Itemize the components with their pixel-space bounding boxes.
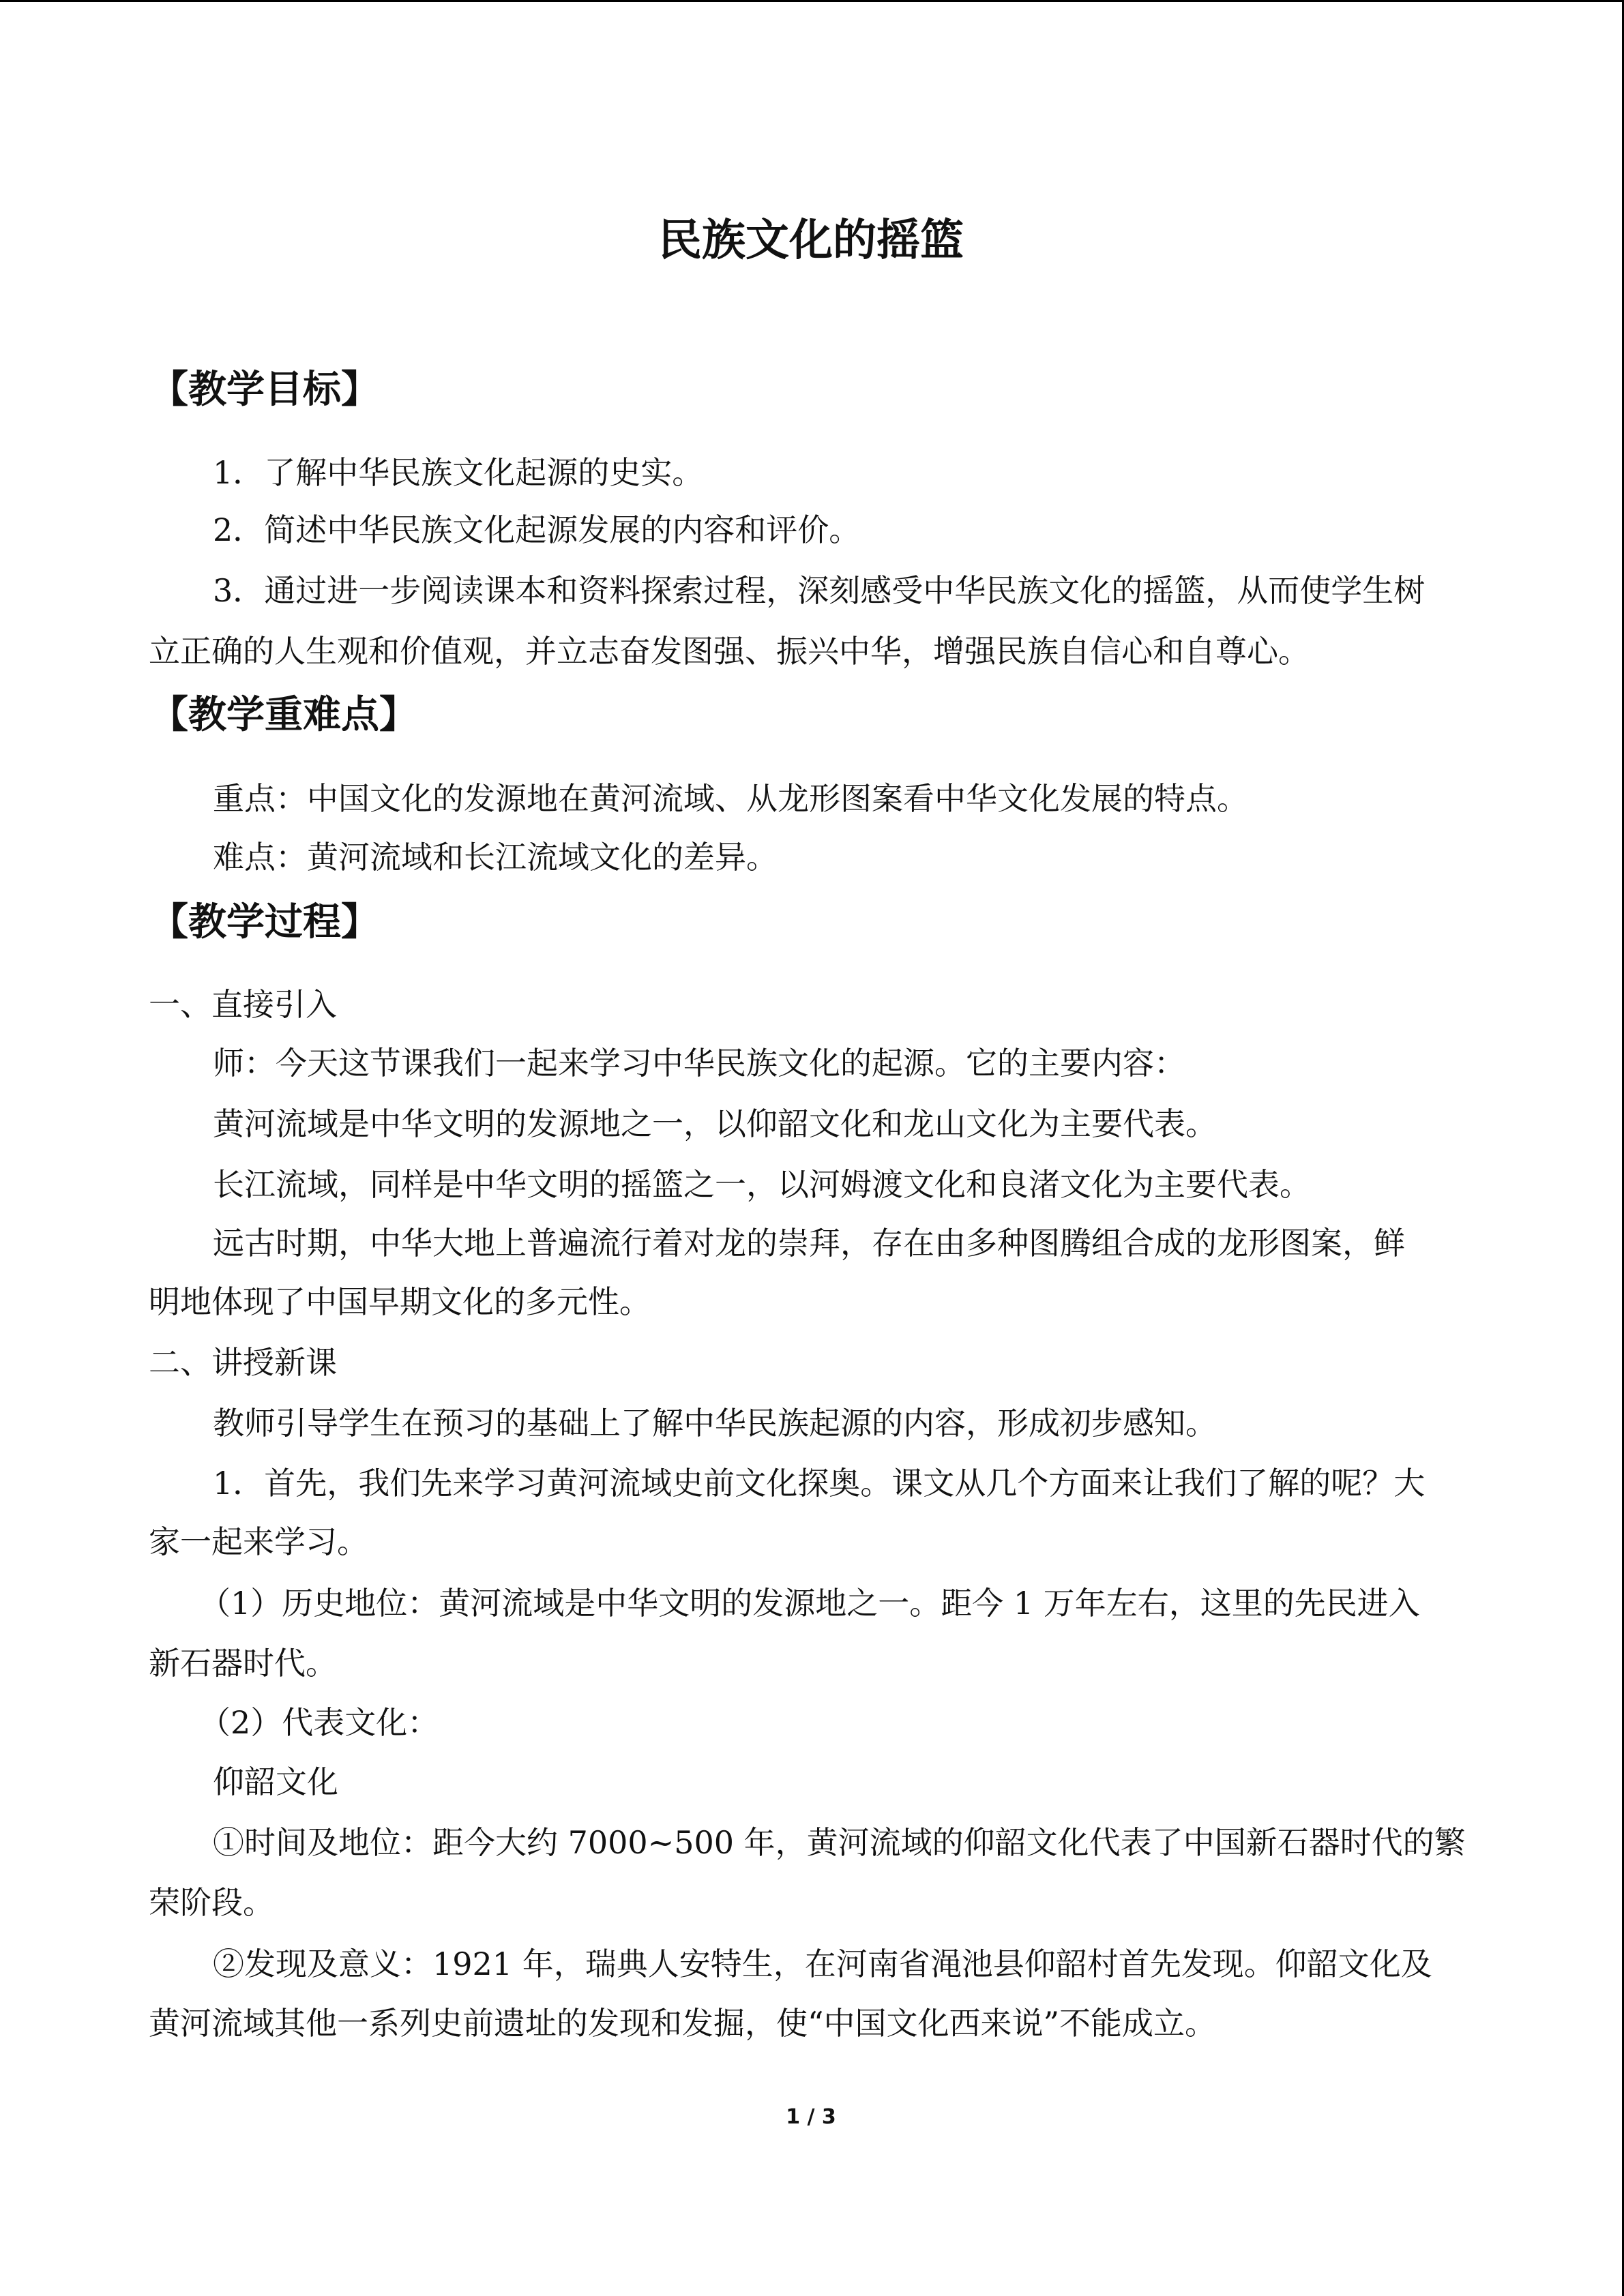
process-line: 明地体现了中国早期文化的多元性。 <box>149 1283 651 1320</box>
page-number: 1 / 3 <box>786 2105 836 2129</box>
process-line: 教师引导学生在预习的基础上了解中华民族起源的内容，形成初步感知。 <box>213 1405 1217 1442</box>
key-point: 重点：中国文化的发源地在黄河流域、从龙形图案看中华文化发展的特点。 <box>213 780 1248 817</box>
objective-2: 2．简述中华民族文化起源发展的内容和评价。 <box>213 511 861 548</box>
objective-3: 3．通过进一步阅读课本和资料探索过程，深刻感受中华民族文化的摇篮，从而使学生树 <box>213 572 1426 609</box>
process-line: 新石器时代。 <box>149 1645 337 1682</box>
heading-process: 【教学过程】 <box>150 900 379 944</box>
document-title: 民族文化的摇篮 <box>658 215 964 266</box>
process-line: 长江流域，同样是中华文明的摇篮之一，以河姆渡文化和良渚文化为主要代表。 <box>213 1166 1311 1203</box>
objective-3-cont: 立正确的人生观和价值观，并立志奋发图强、振兴中华，增强民族自信心和自尊心。 <box>149 633 1310 670</box>
process-line: ①时间及地位：距今大约 7000~500 年，黄河流域的仰韶文化代表了中国新石器时代的繁 <box>213 1824 1466 1861</box>
process-line: （1）历史地位：黄河流域是中华文明的发源地之一。距今 1 万年左右，这里的先民进入 <box>199 1585 1420 1622</box>
process-line: 一、直接引入 <box>149 986 337 1023</box>
objective-1: 1．了解中华民族文化起源的史实。 <box>213 454 704 491</box>
process-line: （2）代表文化： <box>199 1704 439 1741</box>
process-line: 仰韶文化 <box>213 1763 338 1800</box>
difficult-point: 难点：黄河流域和长江流域文化的差异。 <box>213 839 778 876</box>
process-line: 黄河流域是中华文明的发源地之一，以仰韶文化和龙山文化为主要代表。 <box>213 1105 1217 1142</box>
heading-key-points: 【教学重难点】 <box>150 693 417 737</box>
process-line: 师：今天这节课我们一起来学习中华民族文化的起源。它的主要内容： <box>213 1045 1185 1082</box>
process-line: 远古时期，中华大地上普遍流行着对龙的崇拜，存在由多种图腾组合成的龙形图案，鲜 <box>213 1225 1405 1262</box>
process-line: ②发现及意义：1921 年，瑞典人安特生，在河南省渑池县仰韶村首先发现。仰韶文化及 <box>213 1945 1432 1982</box>
heading-objectives: 【教学目标】 <box>150 368 379 412</box>
process-line: 荣阶段。 <box>149 1884 274 1921</box>
process-line: 二、讲授新课 <box>149 1344 337 1381</box>
process-line: 1．首先，我们先来学习黄河流域史前文化探奥。课文从几个方面来让我们了解的呢？大 <box>213 1465 1426 1502</box>
process-line: 家一起来学习。 <box>149 1523 368 1560</box>
process-line: 黄河流域其他一系列史前遗址的发现和发掘，使“中国文化西来说”不能成立。 <box>149 2005 1217 2042</box>
